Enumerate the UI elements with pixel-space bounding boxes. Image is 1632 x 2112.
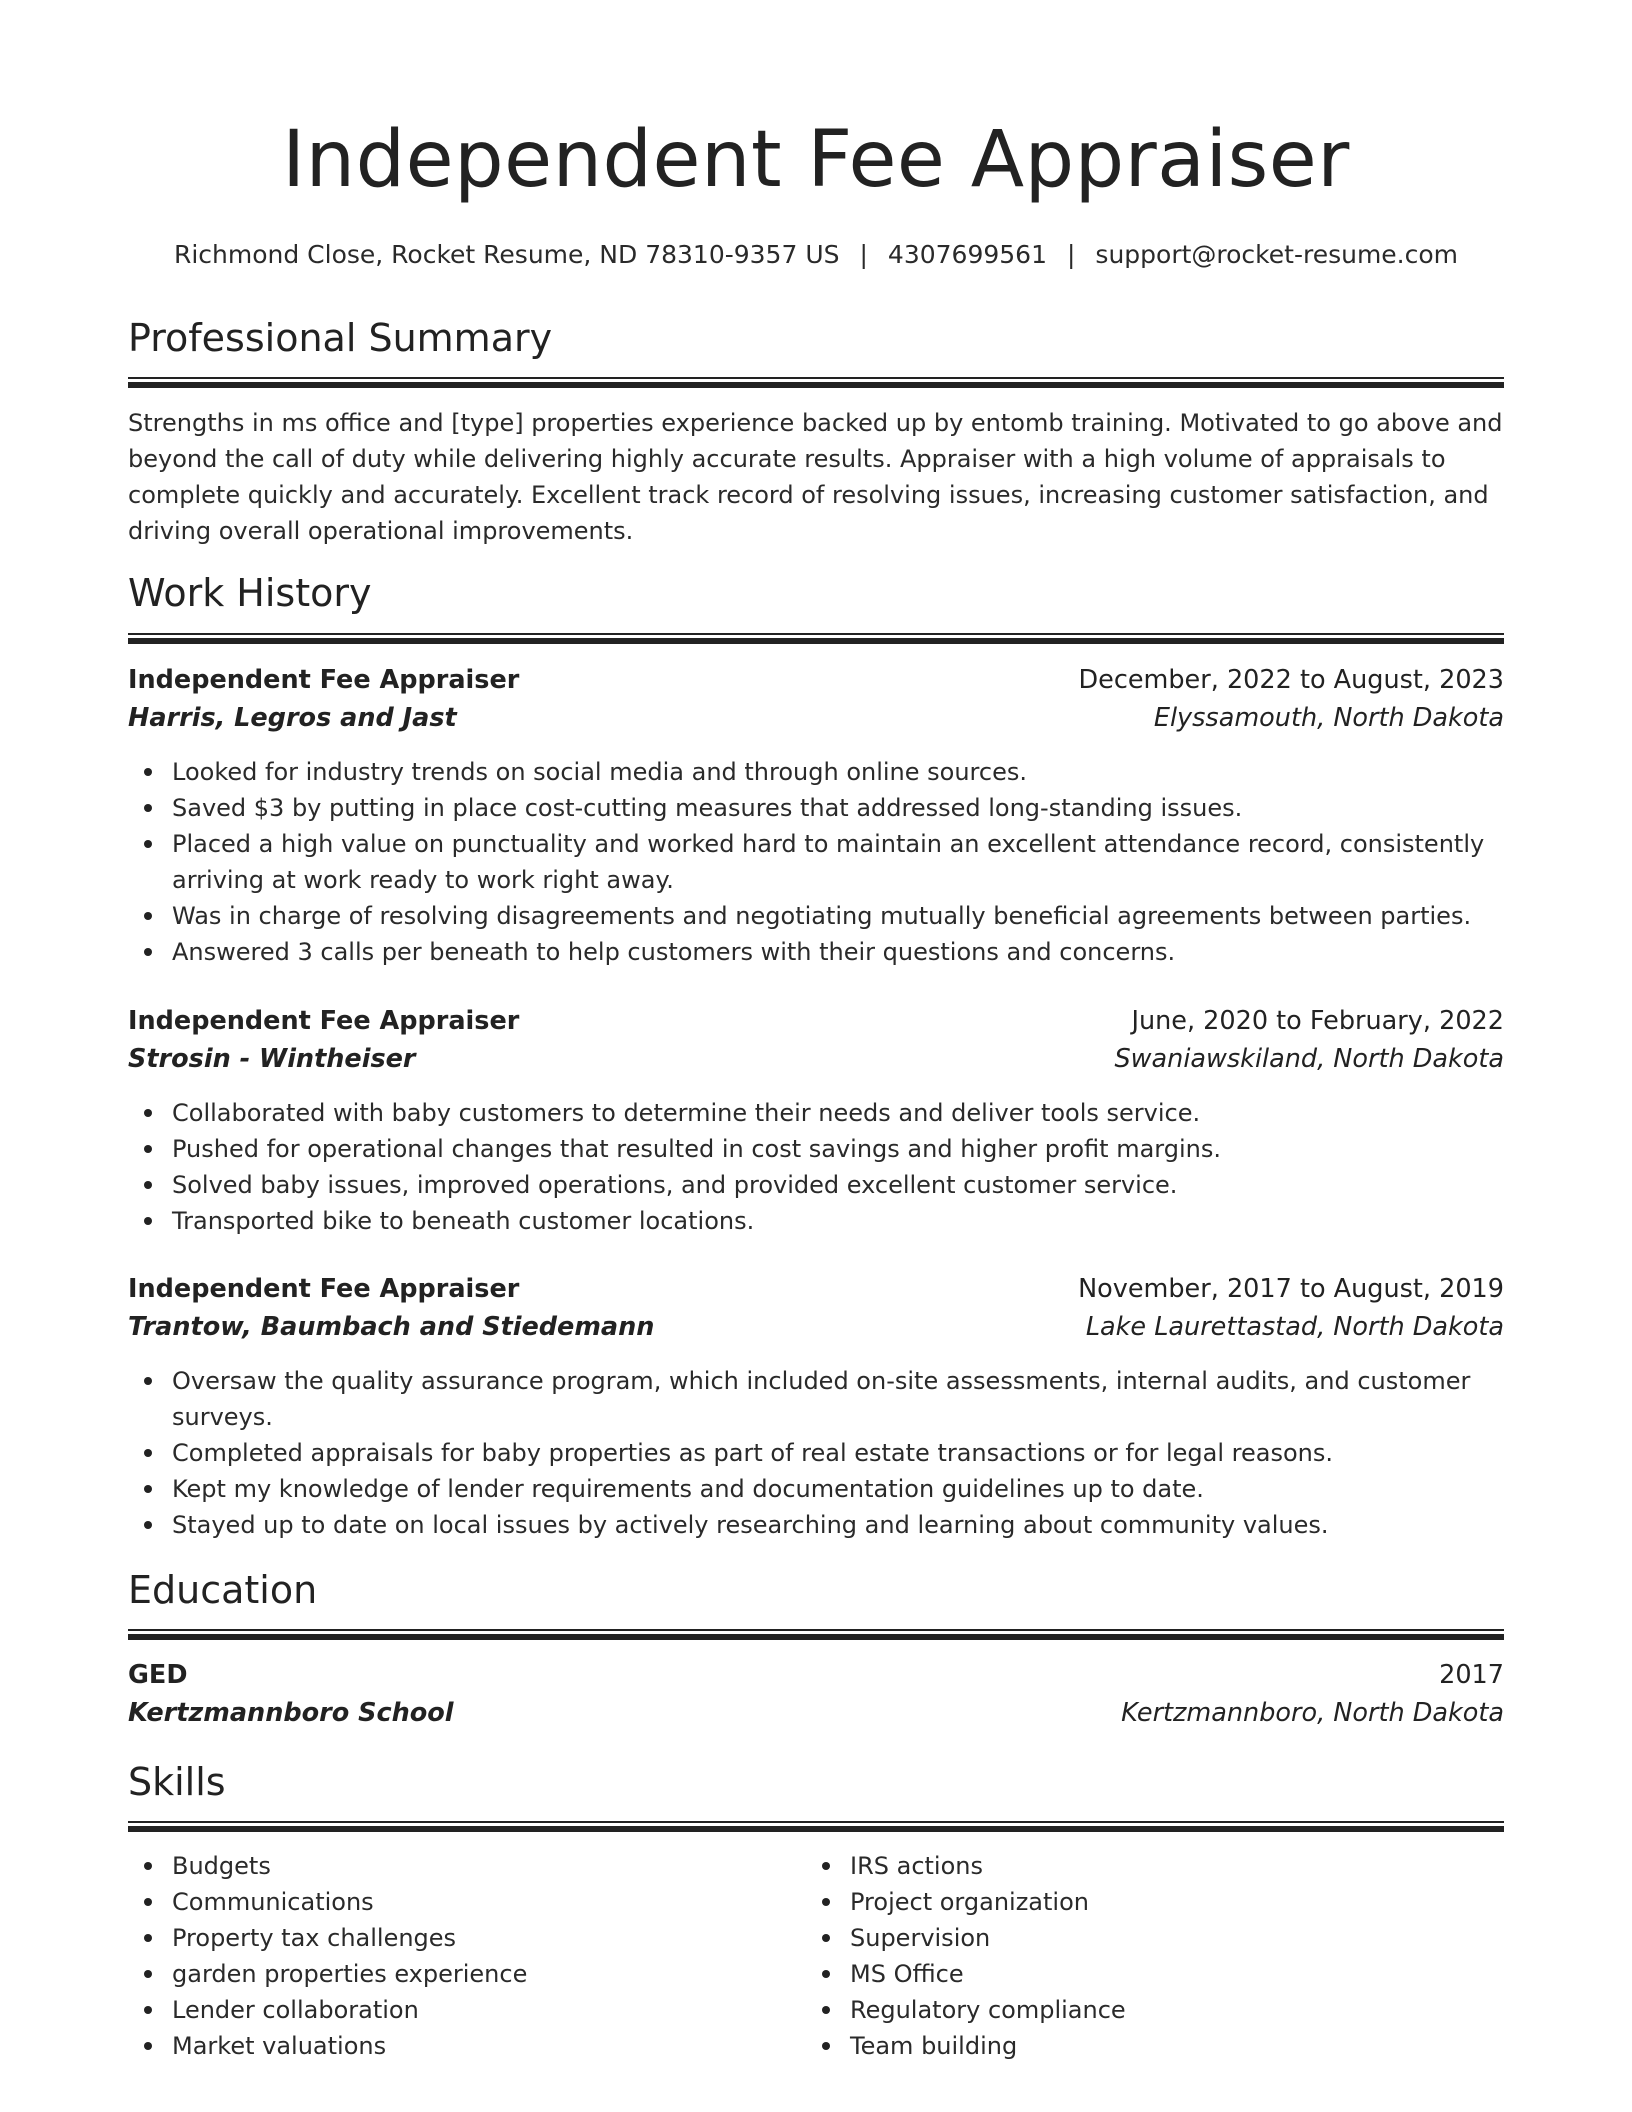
contact-address: Richmond Close, Rocket Resume, ND 78310-9357 US (173, 240, 840, 269)
job-header (128, 1270, 1504, 1308)
skill-item: Team building (850, 2028, 1466, 2064)
job-title: Independent Fee Appraiser (128, 1006, 520, 1036)
skill-item: Project organization (850, 1884, 1466, 1920)
list-item: Answered 3 calls per beneath to help customers with their questions and concerns. (172, 934, 1504, 970)
education-subheader (128, 1694, 1504, 1732)
section-divider (128, 1629, 1504, 1640)
education-school: Kertzmannboro School (128, 1698, 454, 1728)
skill-item: Communications (172, 1884, 788, 1920)
list-item: Kept my knowledge of lender requirements and documentation guidelines up to date. (172, 1471, 1504, 1507)
contact-email: support@rocket-resume.com (1095, 240, 1459, 269)
job-company: Strosin - Wintheiser (128, 1044, 416, 1074)
summary-text: Strengths in ms office and [type] properties experience backed up by entomb training. Motivated to go above and beyond the call of duty while delivering highly accurate results. Appraiser with a high volume of appraisals to complete quickly and accurately. Excellent track record of resolving issues, increasing customer satisfaction, and driving overall operational improvements. (128, 409, 1503, 545)
list-item: Transported bike to beneath customer locations. (172, 1203, 1504, 1239)
section-title-education: Education (128, 1568, 318, 1612)
skill-item: Lender collaboration (172, 1992, 788, 2028)
list-item: Solved baby issues, improved operations, and provided excellent customer service. (172, 1167, 1504, 1203)
job-location: Lake Laurettastad, North Dakota (1085, 1312, 1504, 1342)
contact-phone: 4307699561 (887, 240, 1047, 269)
skill-item: Market valuations (172, 2028, 788, 2064)
job-bullet-list (128, 1363, 1504, 1543)
skill-item: Regulatory compliance (850, 1992, 1466, 2028)
skill-item: garden properties experience (172, 1956, 788, 1992)
list-item: Collaborated with baby customers to determine their needs and deliver tools service. (172, 1095, 1504, 1131)
list-item: Pushed for operational changes that resulted in cost savings and higher profit margins. (172, 1131, 1504, 1167)
job-title: Independent Fee Appraiser (128, 1274, 520, 1304)
section-divider (128, 1821, 1504, 1832)
list-item: Placed a high value on punctuality and worked hard to maintain an excellent attendance record, consistently arriving at work ready to work right away. (172, 826, 1504, 898)
job-location: Swaniawskiland, North Dakota (1114, 1044, 1504, 1074)
skill-item: MS Office (850, 1956, 1466, 1992)
skill-item: Supervision (850, 1920, 1466, 1956)
job-company: Harris, Legros and Jast (128, 703, 457, 733)
skill-item: IRS actions (850, 1848, 1466, 1884)
skill-item: Property tax challenges (172, 1920, 788, 1956)
contact-separator: | (859, 240, 868, 269)
section-title-work-history: Work History (128, 571, 372, 615)
skill-item: Budgets (172, 1848, 788, 1884)
skills-list-left (128, 1848, 788, 2064)
job-dates: December, 2022 to August, 2023 (1078, 665, 1504, 695)
job-dates: June, 2020 to February, 2022 (1131, 1006, 1504, 1036)
section-divider (128, 377, 1504, 388)
section-divider (128, 633, 1504, 644)
job-subheader (128, 1308, 1504, 1346)
list-item: Looked for industry trends on social media and through online sources. (172, 754, 1504, 790)
education-degree: GED (128, 1660, 188, 1690)
section-title-summary: Professional Summary (128, 316, 553, 360)
list-item: Stayed up to date on local issues by actively researching and learning about community values. (172, 1507, 1504, 1543)
job-title: Independent Fee Appraiser (128, 665, 520, 695)
contact-separator: | (1066, 240, 1076, 269)
list-item: Saved $3 by putting in place cost-cutting measures that addressed long-standing issues. (172, 790, 1504, 826)
job-bullet-list (128, 1095, 1504, 1239)
job-dates: November, 2017 to August, 2019 (1078, 1274, 1504, 1304)
job-subheader (128, 1040, 1504, 1078)
list-item: Was in charge of resolving disagreements and negotiating mutually beneficial agreements between parties. (172, 898, 1504, 934)
job-header (128, 1002, 1504, 1040)
job-header (128, 661, 1504, 699)
candidate-name: Independent Fee Appraiser (282, 115, 1350, 205)
list-item: Oversaw the quality assurance program, which included on-site assessments, internal audits, and customer surveys. (172, 1363, 1504, 1435)
section-title-skills: Skills (128, 1760, 226, 1804)
contact-line (128, 240, 1504, 269)
job-subheader (128, 699, 1504, 737)
job-bullet-list (128, 754, 1504, 970)
job-location: Elyssamouth, North Dakota (1153, 703, 1504, 733)
job-company: Trantow, Baumbach and Stiedemann (128, 1312, 655, 1342)
list-item: Completed appraisals for baby properties as part of real estate transactions or for legal reasons. (172, 1435, 1504, 1471)
skills-list-right (806, 1848, 1466, 2064)
education-location: Kertzmannboro, North Dakota (1121, 1698, 1504, 1728)
education-year: 2017 (1439, 1660, 1504, 1690)
education-header (128, 1656, 1504, 1694)
